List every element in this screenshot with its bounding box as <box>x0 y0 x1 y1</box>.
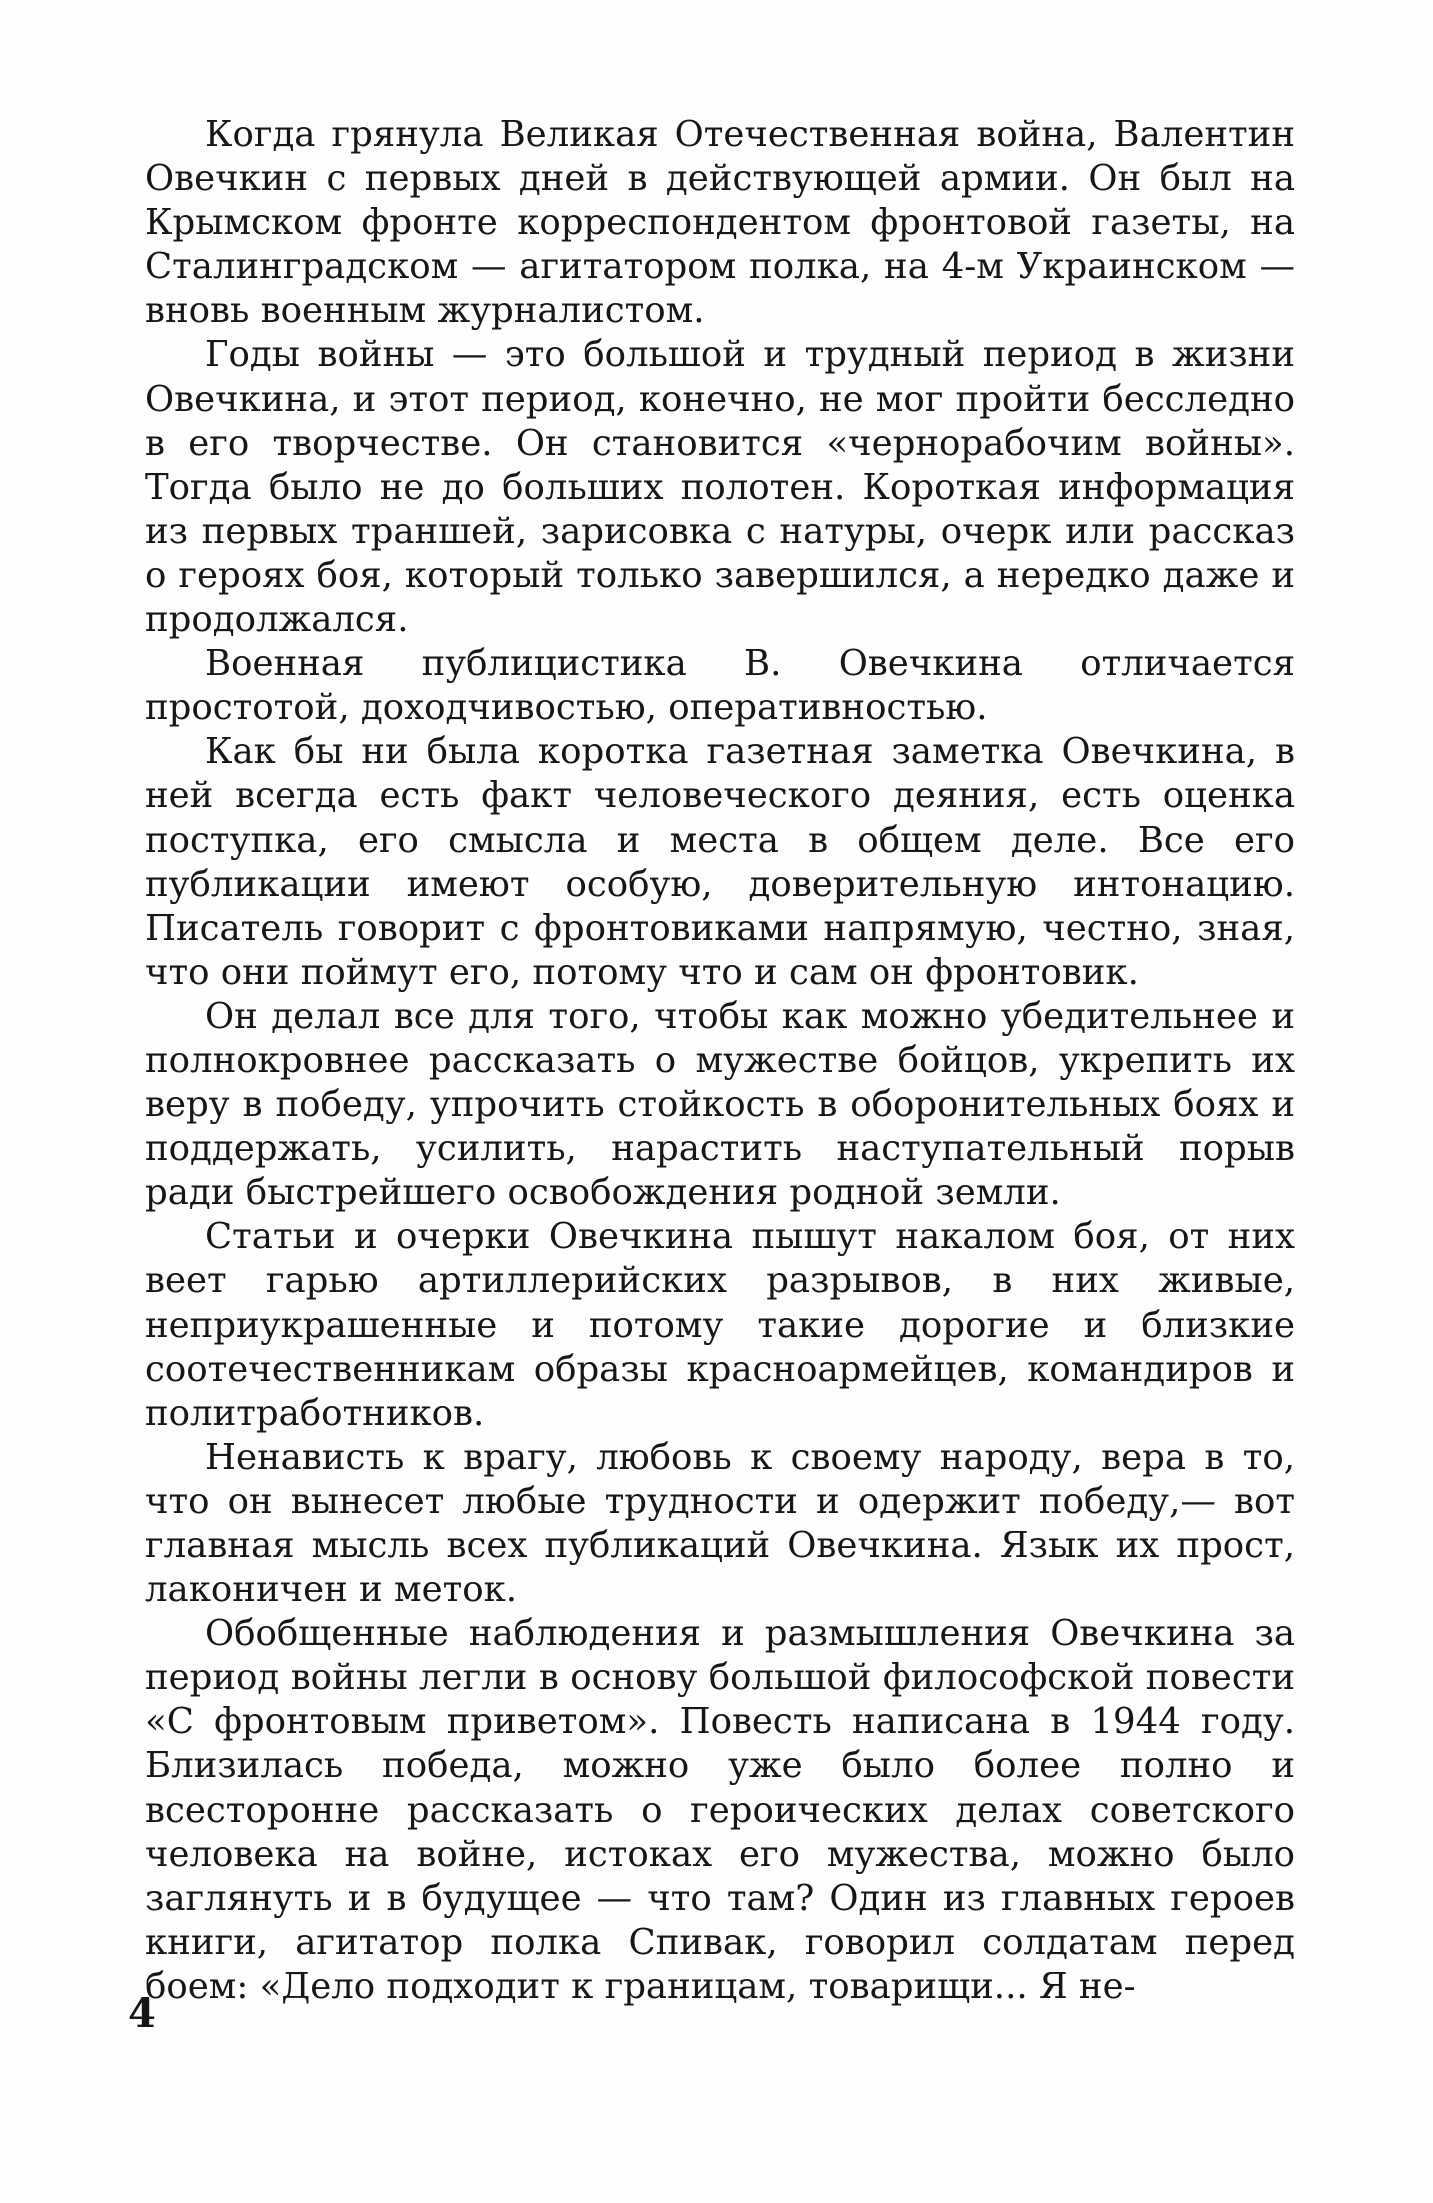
paragraph-articles: Статьи и очерки Овечкина пышут накалом боя, от них веет гарью артиллерийских разрывов, в них живые, неприукрашенные и потому такие дорогие и близкие соотечественникам образы красноармейцев, командиров и политработников. <box>145 1216 1295 1434</box>
paragraph-war-start: Когда грянула Великая Отечественная война, Валентин Овечкин с первых дней в действующей армии. Он был на Крымском фронте корреспондентом фронтовой газеты, на Сталинградском — агитатором полка, на 4-м Украинском — вновь военным журналистом. <box>145 114 1295 332</box>
paragraph-war-years: Годы войны — это большой и трудный период в жизни Овечкина, и этот период, конечно, не мог пройти бесследно в его творчестве. Он становится «чернорабочим войны». Тогда было не до больших полотен. Короткая информация из первых траншей, зарисовка с натуры, очерк или рассказ о героях боя, который только завершился, а нередко даже и продолжался. <box>145 334 1295 641</box>
paragraph-courage: Он делал все для того, чтобы как можно убедительнее и полнокровнее рассказать о мужестве бойцов, укрепить их веру в победу, упрочить стойкость в оборонительных боях и поддержать, усилить, нарастить наступательный порыв ради быстрейшего освобождения родной земли. <box>145 995 1295 1214</box>
paragraph-newspaper-note: Как бы ни была коротка газетная заметка Овечкина, в ней всегда есть факт человеческого деяния, есть оценка поступка, его смысла и места в общем деле. Все его публикации имеют особую, доверительную интонацию. Писатель говорит с фронтовиками напрямую, честно, зная, что они поймут его, потому что и сам он фронтовик. <box>145 731 1295 993</box>
page-number: 4 <box>128 1990 156 2037</box>
body-text <box>145 113 1295 2009</box>
paragraph-publicism: Военная публицистика В. Овечкина отличается простотой, доходчивостью, оперативностью. <box>145 643 1295 729</box>
paragraph-main-thought: Ненависть к врагу, любовь к своему народу, вера в то, что он вынесет любые трудности и одержит победу,— вот главная мысль всех публикаций Овечкина. Язык их прост, лаконичен и меток. <box>145 1436 1295 1611</box>
paragraph-novella: Обобщенные наблюдения и размышления Овечкина за период войны легли в основу большой философской повести «С фронтовым приветом». Повесть написана в 1944 году. Близилась победа, можно уже было более полно и всесторонне рассказать о героических делах советского человека на войне, истоках его мужества, можно было заглянуть и в будущее — что там? Один из главных героев книги, агитатор полка Спивак, говорил солдатам перед боем: «Дело подходит к границам, товарищи... Я не- <box>145 1613 1295 2007</box>
